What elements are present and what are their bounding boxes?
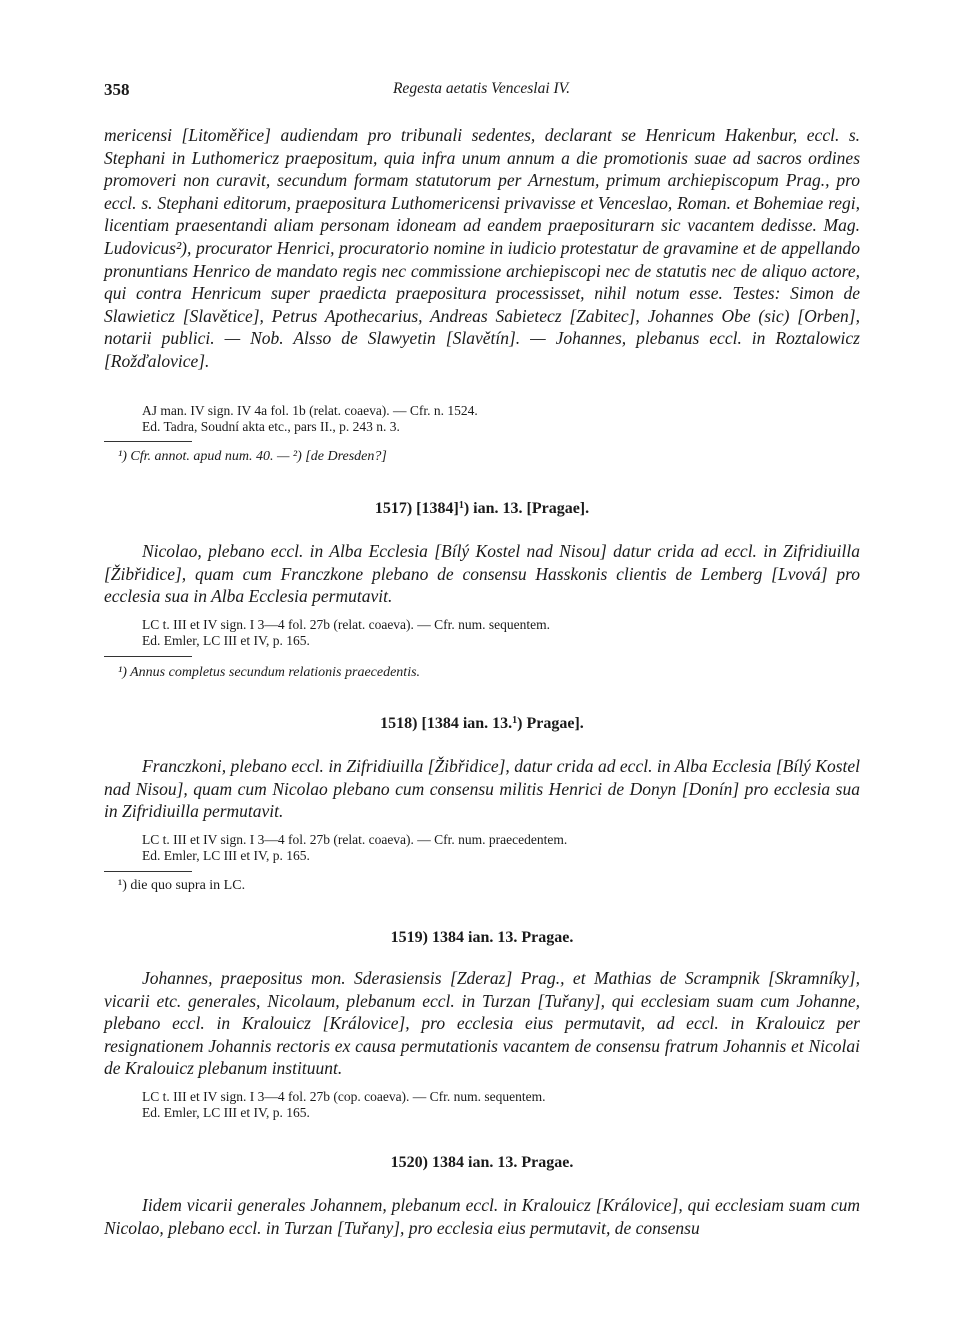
edition-line: Ed. Emler, LC III et IV, p. 165. bbox=[142, 633, 310, 648]
entry-heading: 1519) 1384 ian. 13. Pragae. bbox=[390, 929, 574, 946]
page-header bbox=[104, 80, 859, 104]
footnote-rule bbox=[104, 441, 192, 442]
edition-line: Ed. Emler, LC III et IV, p. 165. bbox=[142, 1105, 310, 1120]
footnote-ref: 1 bbox=[458, 500, 464, 511]
entry-number: 1518) bbox=[380, 715, 418, 732]
entry-date-rest: ian. 13. [Pragae]. bbox=[473, 500, 590, 517]
footnote: ¹) die quo supra in LC. bbox=[118, 878, 246, 893]
footnote-rule bbox=[104, 656, 192, 657]
continuation-paragraph: mericensi [Litoměřice] audiendam pro tribunali sedentes, declarant se Henricum Hakenbur, eccl. s. Stephani in Luthomericz praepositum, quia infra unum annum a die promotionis suae ad sacros ordines promoveri non curavit, secundum formam statutorum per Arnestum, primum archiepiscopum Prag., pro eccl. s. Stephani editorum, praepositura Luthomericensi privavisse et Venceslao, Roman. et Bohemiae regi, licentiam praesentandi aliam personam idoneam ad eandem praepositurarn sic vacantem dedisse. Mag. Ludovicus²), procurator Henrici, procuratorio nomine in iudicio protestatur de gravamine et de appellando pronuntians Henrico de mandato regis nec commissione archiepiscopi nec de statutis nec de aliquo actore, qui contra Henricum super praedicta praepositura processisset, nihil notum esse. Testes: Simon de Slawieticz [Slavětice], Petrus Apothecarius, Andreas Sabietecz [Zabitec], Johannes Obe (sic) [Orben], notarii publici. — Nob. Alsso de Slawyetin [Slavětín]. — Johannes, plebanus eccl. in Roztalowicz [Rožďalovice]. bbox=[104, 125, 860, 371]
source-line: AJ man. IV sign. IV 4a fol. 1b (relat. coaeva). — Cfr. n. 1524. bbox=[142, 403, 478, 418]
entry-heading: 1520) 1384 ian. 13. Pragae. bbox=[390, 1154, 574, 1171]
entry-heading: 1518) [1384 ian. 13.$^1$) Pragae]. bbox=[380, 715, 584, 732]
entry-number: 1517) bbox=[374, 500, 413, 517]
entry-date-rest: Pragae]. bbox=[526, 715, 584, 732]
page-number: 358 bbox=[104, 80, 130, 99]
footnote-rule bbox=[104, 871, 192, 872]
entry-text: Iidem vicarii generales Johannem, plebanum eccl. in Kralouicz [Královice], qui ecclesiam suam cum Nicolao, plebano eccl. in Turzan [Tuřany], pro ecclesia eius permutavit, de consensu bbox=[104, 1195, 860, 1238]
source-line: LC t. III et IV sign. I 3—4 fol. 27b (relat. coaeva). — Cfr. num. praecedentem. bbox=[142, 832, 568, 847]
entry-heading: 1517) $[1384]^1$) ian. 13. [Pragae]. bbox=[374, 500, 590, 517]
entry-date: [1384] bbox=[416, 500, 459, 517]
running-title: Regesta aetatis Venceslai IV. bbox=[392, 80, 571, 97]
source-line: LC t. III et IV sign. I 3—4 fol. 27b (relat. coaeva). — Cfr. num. sequentem. bbox=[142, 617, 551, 632]
footnote: ¹) Annus completus secundum relationis praecedentis. bbox=[118, 665, 421, 680]
entry-date: [1384 ian. 13. bbox=[421, 715, 513, 732]
entry-text: Johannes, praepositus mon. Sderasiensis [Zderaz] Prag., et Mathias de Scrampnik [Skramníky], vicarii etc. generales, Nicolaum, plebanum eccl. in Turzan [Tuřany], qui ecclesiam suam cum Johanne, plebano eccl. in Kralouicz [Královice], pro ecclesia eius permutavit, ad eccl. in Kralouicz per resignationem Johannis rectoris ex causa permutationis vacantem de consensu fratrum Johannis et Nicolai de Kralouicz plebanum instituunt. bbox=[104, 968, 860, 1079]
source-line: LC t. III et IV sign. I 3—4 fol. 27b (cop. coaeva). — Cfr. num. sequentem. bbox=[142, 1089, 546, 1104]
footnote-ref: 1 bbox=[512, 715, 518, 726]
entry-text: Franczkoni, plebano eccl. in Zifridiuilla [Žibřidice], datur crida ad eccl. in Alba Ecclesia [Bílý Kostel nad Nisou], quam cum Nicolao plebano cum consensu militis Henrici de Donyn [Donín] pro ecclesia sua in Zifridiuilla permutavit. bbox=[104, 756, 860, 822]
footnote: ¹) Cfr. annot. apud num. 40. — ²) [de Dresden?] bbox=[118, 449, 387, 464]
entry-text: Nicolao, plebano eccl. in Alba Ecclesia [Bílý Kostel nad Nisou] datur crida ad eccl. in Zifridiuilla [Žibřidice], quam cum Franczkone plebano de consensu Hasskonis clientis de Lemberg [Lvová] pro ecclesia sua in Alba Ecclesia permutavit. bbox=[104, 541, 860, 607]
edition-line: Ed. Tadra, Soudní akta etc., pars II., p. 243 n. 3. bbox=[142, 419, 400, 434]
edition-line: Ed. Emler, LC III et IV, p. 165. bbox=[142, 848, 310, 863]
